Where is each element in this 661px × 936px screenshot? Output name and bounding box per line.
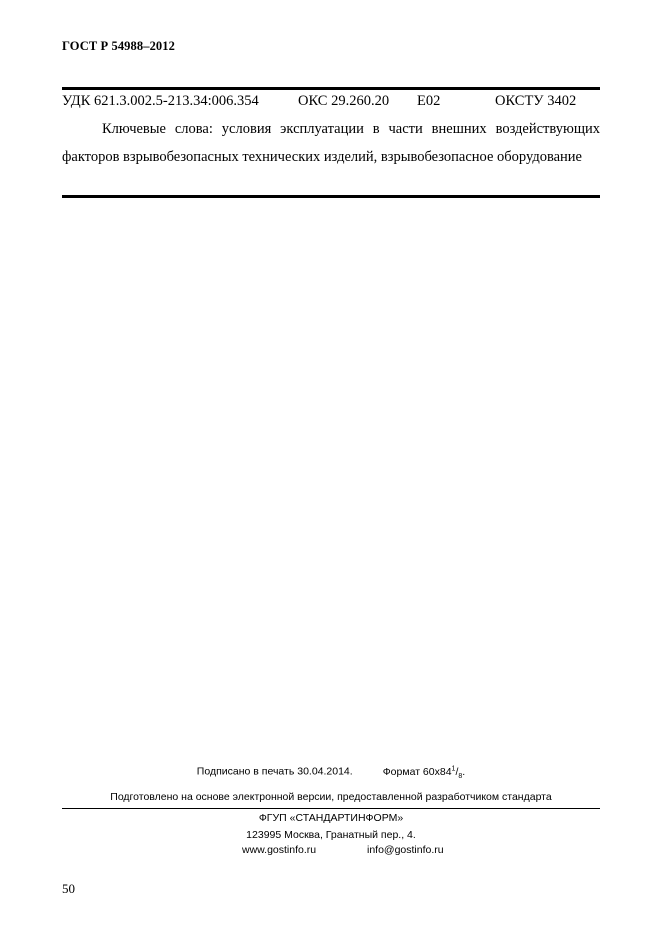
imprint-divider [62,808,600,809]
print-signing-line [62,765,600,780]
signed-date: Подписано в печать 30.04.2014. [196,765,353,778]
format-denominator: 8 [458,772,463,780]
udk-code: УДК 621.3.002.5-213.34:006.354 [62,93,259,109]
format-end: . [462,765,466,778]
website-link[interactable]: www.gostinfo.ru [242,844,317,856]
page-number: 50 [62,881,75,896]
format-label: Формат 60x84 [382,765,452,778]
paper-format: Формат $60x84^1/_8$. [382,765,466,780]
document-header: ГОСТ Р 54988–2012 [62,39,175,53]
email-link[interactable]: info@gostinfo.ru [367,844,444,856]
format-numerator: 1 [451,765,456,772]
group-code: Е02 [417,93,441,109]
bottom-divider [62,195,600,198]
keywords-paragraph: Ключевые слова: условия эксплуатации в части внешних воздействующих факторов взрывобезопасных технических изделий, взрывобезопасное оборудование [62,121,600,165]
oks-code: ОКС 29.260.20 [298,93,390,109]
top-divider [62,87,600,90]
publisher-address: 123995 Москва, Гранатный пер., 4. [246,829,416,841]
okstu-code: ОКСТУ 3402 [495,93,577,109]
publisher-name: ФГУП «СТАНДАРТИНФОРМ» [258,812,404,824]
prepared-note: Подготовлено на основе электронной версии, предоставленной разработчиком стандарта [110,791,552,803]
